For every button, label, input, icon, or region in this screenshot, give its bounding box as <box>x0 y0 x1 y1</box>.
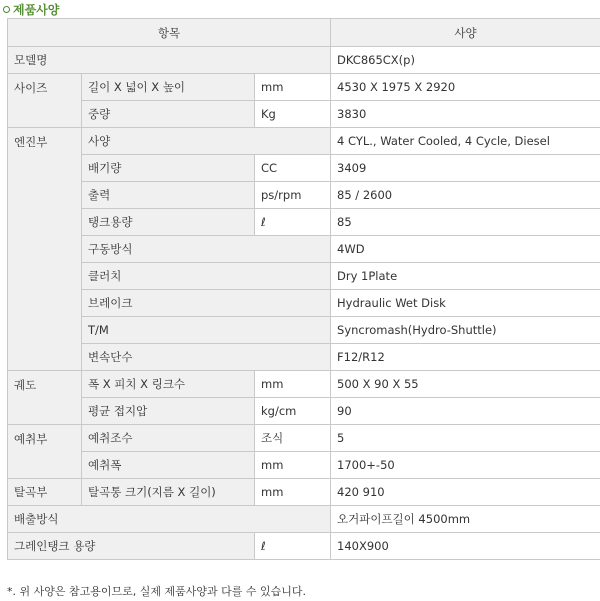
row-label: 중량 <box>82 101 255 128</box>
table-row <box>8 182 600 209</box>
header-spec: 사양 <box>331 19 600 47</box>
table-row <box>8 290 600 317</box>
row-label: 평균 접지압 <box>82 398 255 425</box>
table-row <box>8 479 600 506</box>
row-value: 4 CYL., Water Cooled, 4 Cycle, Diesel <box>331 128 600 155</box>
row-value: DKC865CX(p) <box>331 47 600 74</box>
table-row <box>8 371 600 398</box>
section-title-text: 제품사양 <box>13 2 60 17</box>
row-label: 배출방식 <box>8 506 331 533</box>
row-value: 85 <box>331 209 600 236</box>
row-value: 3409 <box>331 155 600 182</box>
row-value: 85 / 2600 <box>331 182 600 209</box>
row-label: 폭 X 피치 X 링크수 <box>82 371 255 398</box>
row-label: 배기량 <box>82 155 255 182</box>
row-label: 탈곡통 크기(지름 X 길이) <box>82 479 255 506</box>
row-value: 오거파이프길이 4500mm <box>331 506 600 533</box>
row-value: 5 <box>331 425 600 452</box>
row-label: 변속단수 <box>82 344 331 371</box>
row-value: 500 X 90 X 55 <box>331 371 600 398</box>
row-label: 모델명 <box>8 47 331 74</box>
row-label: 탱크용량 <box>82 209 255 236</box>
table-row <box>8 128 600 155</box>
row-value: Syncromash(Hydro-Shuttle) <box>331 317 600 344</box>
spec-table <box>7 18 600 560</box>
circle-bullet-icon <box>3 6 10 13</box>
row-unit: ps/rpm <box>255 182 331 209</box>
row-label: 그레인탱크 용량 <box>8 533 255 560</box>
table-row <box>8 533 600 560</box>
row-unit: ℓ <box>255 209 331 236</box>
header-item: 항목 <box>8 19 331 47</box>
table-row <box>8 425 600 452</box>
row-value: 90 <box>331 398 600 425</box>
table-row <box>8 263 600 290</box>
row-value: 140X900 <box>331 533 600 560</box>
table-row <box>8 506 600 533</box>
row-unit: mm <box>255 479 331 506</box>
row-label: 구동방식 <box>82 236 331 263</box>
row-value: 4WD <box>331 236 600 263</box>
row-unit: kg/cm <box>255 398 331 425</box>
table-header-row <box>8 19 600 47</box>
group-label: 엔진부 <box>8 128 82 371</box>
row-unit: mm <box>255 452 331 479</box>
row-value: 3830 <box>331 101 600 128</box>
table-row <box>8 74 600 101</box>
row-label: 예취폭 <box>82 452 255 479</box>
row-label: 사양 <box>82 128 331 155</box>
group-label: 예취부 <box>8 425 82 479</box>
group-label: 궤도 <box>8 371 82 425</box>
row-label: 출력 <box>82 182 255 209</box>
group-label: 사이즈 <box>8 74 82 128</box>
table-row <box>8 101 600 128</box>
table-row <box>8 452 600 479</box>
row-label: 예취조수 <box>82 425 255 452</box>
table-row <box>8 317 600 344</box>
table-row <box>8 209 600 236</box>
row-label: 클러치 <box>82 263 331 290</box>
footnote: *. 위 사양은 참고용이므로, 실제 제품사양과 다를 수 있습니다. <box>7 585 306 598</box>
row-label: T/M <box>82 317 331 344</box>
table-row <box>8 155 600 182</box>
table-row <box>8 344 600 371</box>
section-title <box>3 0 59 18</box>
table-row <box>8 398 600 425</box>
row-label: 브레이크 <box>82 290 331 317</box>
row-value: Hydraulic Wet Disk <box>331 290 600 317</box>
row-unit: mm <box>255 371 331 398</box>
row-value: Dry 1Plate <box>331 263 600 290</box>
row-unit: ℓ <box>255 533 331 560</box>
group-label: 탈곡부 <box>8 479 82 506</box>
row-unit: 조식 <box>255 425 331 452</box>
row-unit: mm <box>255 74 331 101</box>
row-unit: CC <box>255 155 331 182</box>
row-value: 4530 X 1975 X 2920 <box>331 74 600 101</box>
row-value: 1700+-50 <box>331 452 600 479</box>
table-row <box>8 47 600 74</box>
row-value: F12/R12 <box>331 344 600 371</box>
row-unit: Kg <box>255 101 331 128</box>
row-value: 420 910 <box>331 479 600 506</box>
row-label: 길이 X 넓이 X 높이 <box>82 74 255 101</box>
table-row <box>8 236 600 263</box>
